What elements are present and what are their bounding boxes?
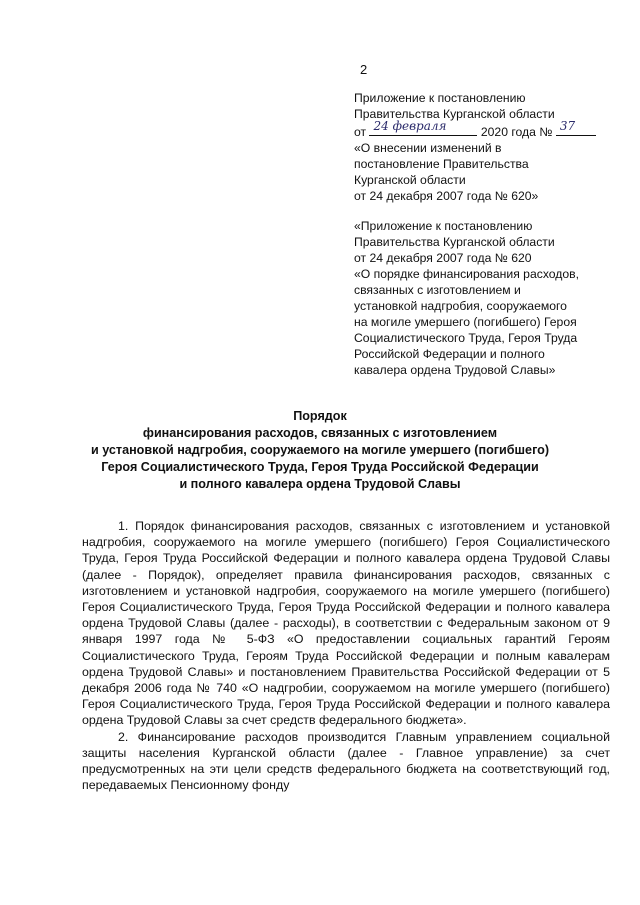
date-fill-line: [369, 119, 477, 136]
appendix-line: постановление Правительства: [354, 157, 529, 171]
title-line: и полного кавалера ордена Трудовой Славы: [179, 477, 461, 491]
title-line: финансирования расходов, связанных с изготовлением: [142, 426, 498, 440]
appendix-line: установкой надгробия, сооружаемого: [354, 299, 567, 313]
appendix-line: кавалера ордена Трудовой Славы»: [354, 363, 556, 377]
title-line: и установкой надгробия, сооружаемого на могиле умершего (погибшего): [90, 443, 550, 457]
page-number: 2: [360, 62, 368, 77]
appendix-line: «О порядке финансирования расходов,: [354, 267, 580, 281]
appendix-line: Социалистического Труда, Героя Труда: [354, 331, 578, 345]
number-fill-line: [556, 119, 596, 136]
appendix-line: Правительства Курганской области: [354, 107, 555, 121]
appendix-line: от 24 декабря 2007 года № 620»: [354, 189, 539, 203]
appendix-line: Российской Федерации и полного: [354, 347, 545, 361]
handwritten-number: 37: [559, 119, 576, 133]
appendix-header-original: [354, 218, 616, 378]
appendix-line: «Приложение к постановлению: [354, 219, 533, 233]
year-text: 2020 года №: [480, 125, 553, 139]
appendix-line: Приложение к постановлению: [354, 91, 526, 105]
title-line: Порядок: [293, 409, 347, 423]
appendix-line: от 24 декабря 2007 года № 620: [354, 251, 532, 265]
paragraph-1: 1. Порядок финансирования расходов, связанных с изготовлением и установкой надгробия, сооружаемого на могиле умершего (погибшего) Героя Социалистического Труда, Героя Труда Российской Федерации и полного кавалера ордена Трудовой Славы (далее - Порядок), определяет правила финансирования расходов, связанных с изготовлением и установкой надгробия, сооружаемого на могиле умершего (погибшего) Героя Социалистического Труда, Героя Труда Российской Федерации и полного кавалера ордена Трудовой Славы (далее - расходы), в соответствии с Федеральным законом от 9 января 1997 года № 5-ФЗ «О предоставлении социальных гарантий Героям Социалистического Труда, Героям Труда Российской Федерации и полным кавалерам ордена Трудовой Славы» и постановлением Правительства Российской Федерации от 5 декабря 2006 года № 740 «О надгробии, сооружаемом на могиле умершего (погибшего) Героя Социалистического Труда, Героя Труда Российской Федерации и полного кавалера ордена Трудовой Славы за счет средств федерального бюджета».: [82, 519, 610, 728]
appendix-line: Курганской области: [354, 173, 466, 187]
appendix-line: Правительства Курганской области: [354, 235, 555, 249]
appendix-date-line: [354, 119, 616, 140]
document-title: [80, 408, 560, 493]
handwritten-date: 24 февраля: [373, 119, 447, 133]
appendix-header-current: [354, 90, 616, 204]
paragraph-2: 2. Финансирование расходов производится Главным управлением социальной защиты населения Курганской области (далее - Главное управление) за счет предусмотренных на эти цели средств федерального бюджета на соответствующий год, передаваемых Пенсионному фонду: [82, 729, 610, 793]
from-label: от: [354, 125, 367, 139]
appendix-line: на могиле умершего (погибшего) Героя: [354, 315, 577, 329]
document-body: [82, 518, 610, 793]
title-line: Героя Социалистического Труда, Героя Труда Российской Федерации: [101, 460, 539, 474]
appendix-line: связанных с изготовлением и: [354, 283, 521, 297]
appendix-line: «О внесении изменений в: [354, 141, 502, 155]
